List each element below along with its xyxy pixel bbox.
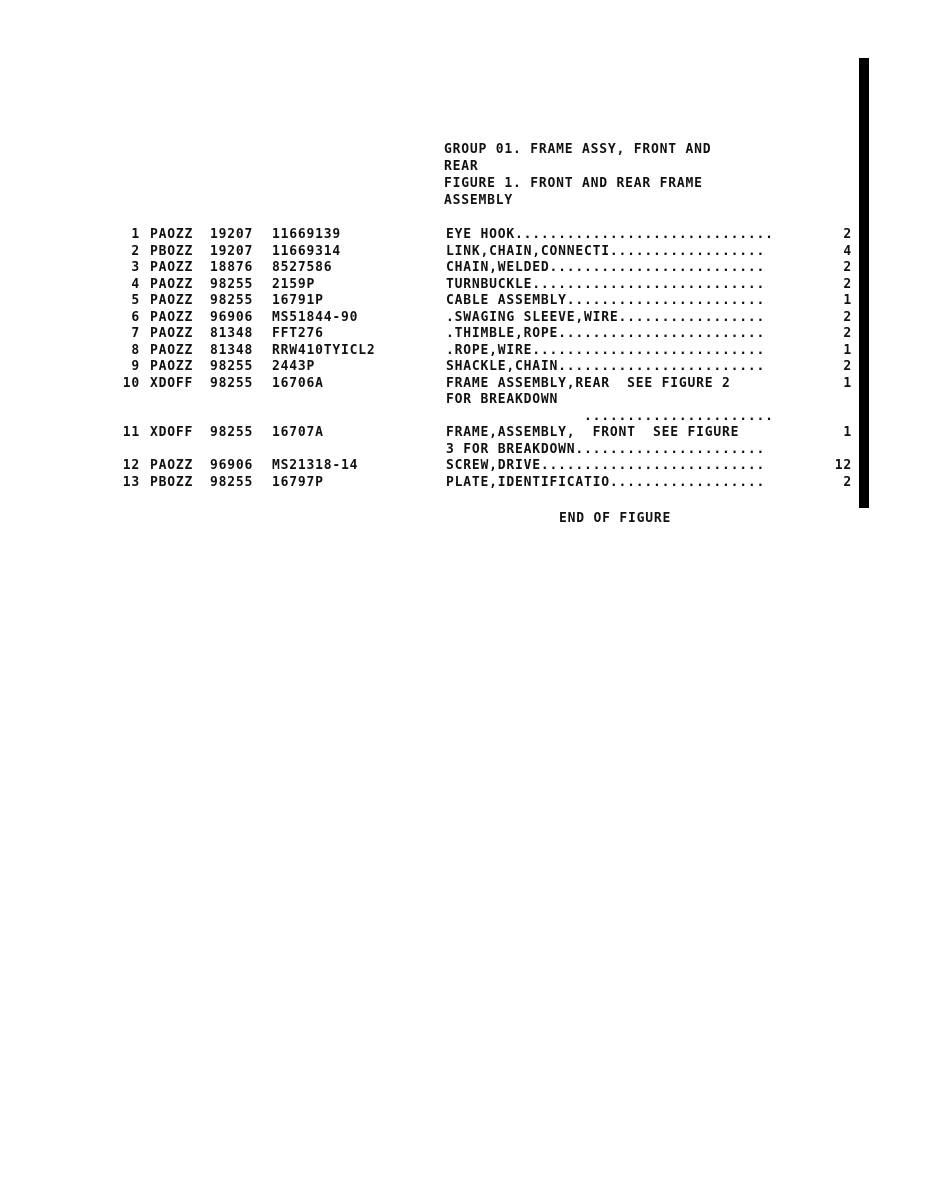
cage-code: 81348 — [210, 326, 254, 341]
description-line: FRAME,ASSEMBLY, FRONT SEE FIGURE — [446, 425, 740, 440]
quantity: 2 — [843, 260, 852, 275]
smr-code: XDOFF — [150, 425, 194, 440]
smr-code: PAOZZ — [150, 276, 194, 292]
description-line: .THIMBLE,ROPE........................ — [446, 326, 766, 341]
cage-code: 19207 — [210, 227, 254, 242]
smr-code: PBOZZ — [150, 474, 194, 490]
quantity: 2 — [843, 474, 852, 490]
heading-line-4: ASSEMBLY — [444, 193, 514, 208]
item-number: 5 — [131, 293, 140, 308]
item-number: 7 — [131, 326, 140, 341]
part-number: RRW410TYICL2 — [272, 342, 376, 358]
smr-code: PBOZZ — [150, 243, 194, 259]
description-line: EYE HOOK.............................. — [446, 227, 774, 242]
smr-code: PAOZZ — [150, 458, 194, 473]
quantity: 1 — [843, 425, 852, 440]
cage-code: 98255 — [210, 359, 254, 374]
description — [446, 376, 810, 409]
smr-code: PAOZZ — [150, 326, 194, 341]
description — [446, 310, 810, 327]
description-line: SHACKLE,CHAIN........................ — [446, 359, 766, 374]
item-number: 4 — [131, 276, 140, 292]
item-number: 2 — [131, 243, 140, 259]
quantity: 4 — [843, 243, 852, 259]
description — [446, 277, 810, 294]
cage-code: 98255 — [210, 293, 254, 308]
description-line: ...................... — [446, 408, 774, 424]
description — [446, 425, 810, 458]
quantity: 2 — [843, 227, 852, 242]
cage-code: 81348 — [210, 342, 254, 358]
description-line: TURNBUCKLE........................... — [446, 276, 766, 292]
description-line: SCREW,DRIVE.......................... — [446, 458, 766, 473]
smr-code: PAOZZ — [150, 359, 194, 374]
description-line: .ROPE,WIRE........................... — [446, 342, 766, 358]
quantity: 2 — [843, 326, 852, 341]
quantity: 1 — [843, 342, 852, 358]
smr-code: PAOZZ — [150, 227, 194, 242]
quantity: 2 — [843, 276, 852, 292]
parts-row — [0, 310, 935, 327]
description — [446, 326, 810, 343]
smr-code: PAOZZ — [150, 342, 194, 358]
description-line: LINK,CHAIN,CONNECTI.................. — [446, 243, 766, 259]
parts-list — [0, 227, 935, 491]
description-line: .SWAGING SLEEVE,WIRE................. — [446, 309, 766, 325]
part-number: MS51844-90 — [272, 309, 359, 325]
part-number: 8527586 — [272, 260, 333, 275]
parts-row — [0, 244, 935, 261]
parts-row — [0, 326, 935, 343]
part-number: 11669314 — [272, 243, 342, 259]
item-number: 10 — [122, 375, 140, 391]
part-number: 16797P — [272, 474, 324, 490]
item-number: 3 — [131, 260, 140, 275]
part-number: MS21318-14 — [272, 458, 359, 473]
parts-row — [0, 409, 935, 426]
cage-code: 98255 — [210, 425, 254, 440]
item-number: 9 — [131, 359, 140, 374]
description — [446, 409, 810, 426]
parts-row — [0, 277, 935, 294]
description-line: FOR BREAKDOWN — [446, 392, 559, 407]
part-number: 11669139 — [272, 227, 342, 242]
description-line: FRAME ASSEMBLY,REAR SEE FIGURE 2 — [446, 375, 731, 391]
parts-row — [0, 260, 935, 277]
part-number: 16707A — [272, 425, 324, 440]
description — [446, 227, 810, 244]
description — [446, 244, 810, 261]
quantity: 12 — [834, 458, 852, 473]
item-number: 12 — [122, 458, 140, 473]
item-number: 6 — [131, 309, 140, 325]
part-number: 16791P — [272, 293, 324, 308]
description — [446, 458, 810, 475]
parts-row — [0, 293, 935, 310]
cage-code: 98255 — [210, 375, 254, 391]
item-number: 1 — [131, 227, 140, 242]
item-number: 13 — [122, 474, 140, 490]
smr-code: PAOZZ — [150, 309, 194, 325]
smr-code: PAOZZ — [150, 293, 194, 308]
heading-line-1: GROUP 01. FRAME ASSY, FRONT AND — [444, 142, 712, 157]
heading-line-2: REAR — [444, 159, 479, 174]
quantity: 2 — [843, 309, 852, 325]
cage-code: 19207 — [210, 243, 254, 259]
heading-line-3: FIGURE 1. FRONT AND REAR FRAME — [444, 176, 703, 191]
description-line: CHAIN,WELDED......................... — [446, 260, 766, 275]
cage-code: 96906 — [210, 309, 254, 325]
description — [446, 260, 810, 277]
cage-code: 98255 — [210, 474, 254, 490]
part-number: 2159P — [272, 276, 316, 292]
parts-row — [0, 359, 935, 376]
parts-row — [0, 227, 935, 244]
figure-heading — [444, 141, 804, 209]
smr-code: XDOFF — [150, 375, 194, 391]
description — [446, 293, 810, 310]
quantity: 1 — [843, 375, 852, 391]
cage-code: 96906 — [210, 458, 254, 473]
parts-row — [0, 475, 935, 492]
quantity: 2 — [843, 359, 852, 374]
quantity: 1 — [843, 293, 852, 308]
description — [446, 343, 810, 360]
parts-row — [0, 376, 935, 409]
item-number: 11 — [122, 425, 140, 440]
description — [446, 359, 810, 376]
description-line: CABLE ASSEMBLY....................... — [446, 293, 766, 308]
parts-row — [0, 343, 935, 360]
description-line: 3 FOR BREAKDOWN...................... — [446, 441, 766, 457]
parts-row — [0, 458, 935, 475]
item-number: 8 — [131, 342, 140, 358]
cage-code: 18876 — [210, 260, 254, 275]
description-line: PLATE,IDENTIFICATIO.................. — [446, 474, 766, 490]
end-of-figure: END OF FIGURE — [559, 511, 672, 526]
smr-code: PAOZZ — [150, 260, 194, 275]
parts-row — [0, 425, 935, 458]
part-number: FFT276 — [272, 326, 324, 341]
description — [446, 475, 810, 492]
part-number: 16706A — [272, 375, 324, 391]
part-number: 2443P — [272, 359, 316, 374]
cage-code: 98255 — [210, 276, 254, 292]
